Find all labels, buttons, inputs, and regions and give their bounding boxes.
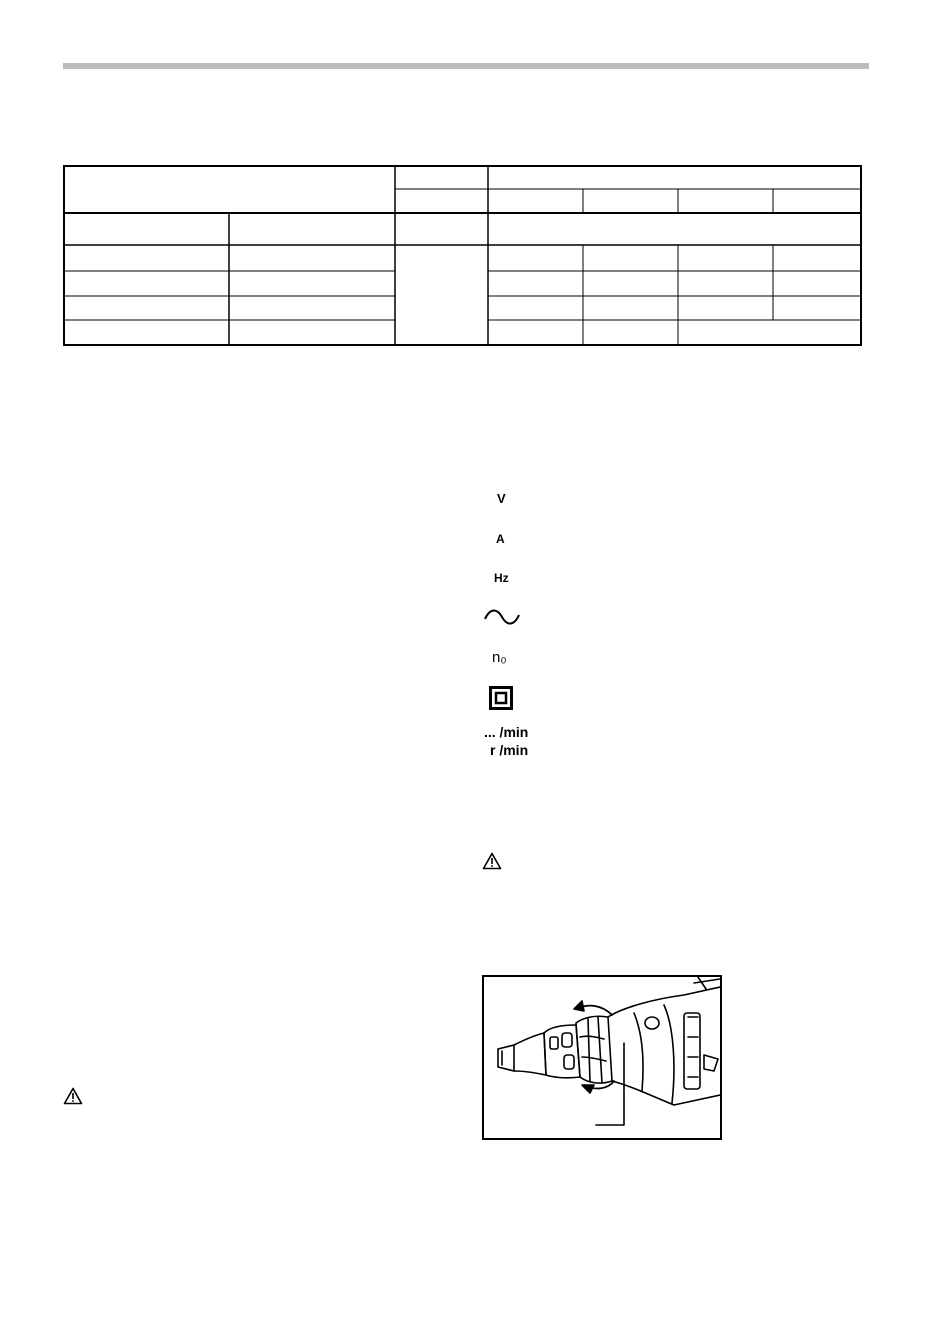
volts-symbol: V bbox=[497, 491, 506, 506]
rpm-symbol: r /min bbox=[490, 742, 529, 758]
hertz-symbol: Hz bbox=[494, 571, 509, 585]
ac-wave-icon bbox=[483, 608, 521, 628]
no-load-speed-symbol: n₀ bbox=[492, 649, 507, 666]
warning-triangle-icon bbox=[482, 852, 502, 875]
specification-table bbox=[63, 165, 862, 346]
double-square-icon bbox=[489, 686, 513, 712]
screwdriver-drawing bbox=[484, 977, 720, 1138]
specification-table-grid bbox=[63, 165, 862, 346]
amperes-symbol: A bbox=[496, 532, 505, 546]
warning-triangle-icon bbox=[63, 1087, 83, 1110]
screwdriver-adjustment-illustration bbox=[482, 975, 722, 1140]
per-minute-symbol: ... /min bbox=[484, 724, 529, 740]
header-rule bbox=[63, 63, 869, 69]
